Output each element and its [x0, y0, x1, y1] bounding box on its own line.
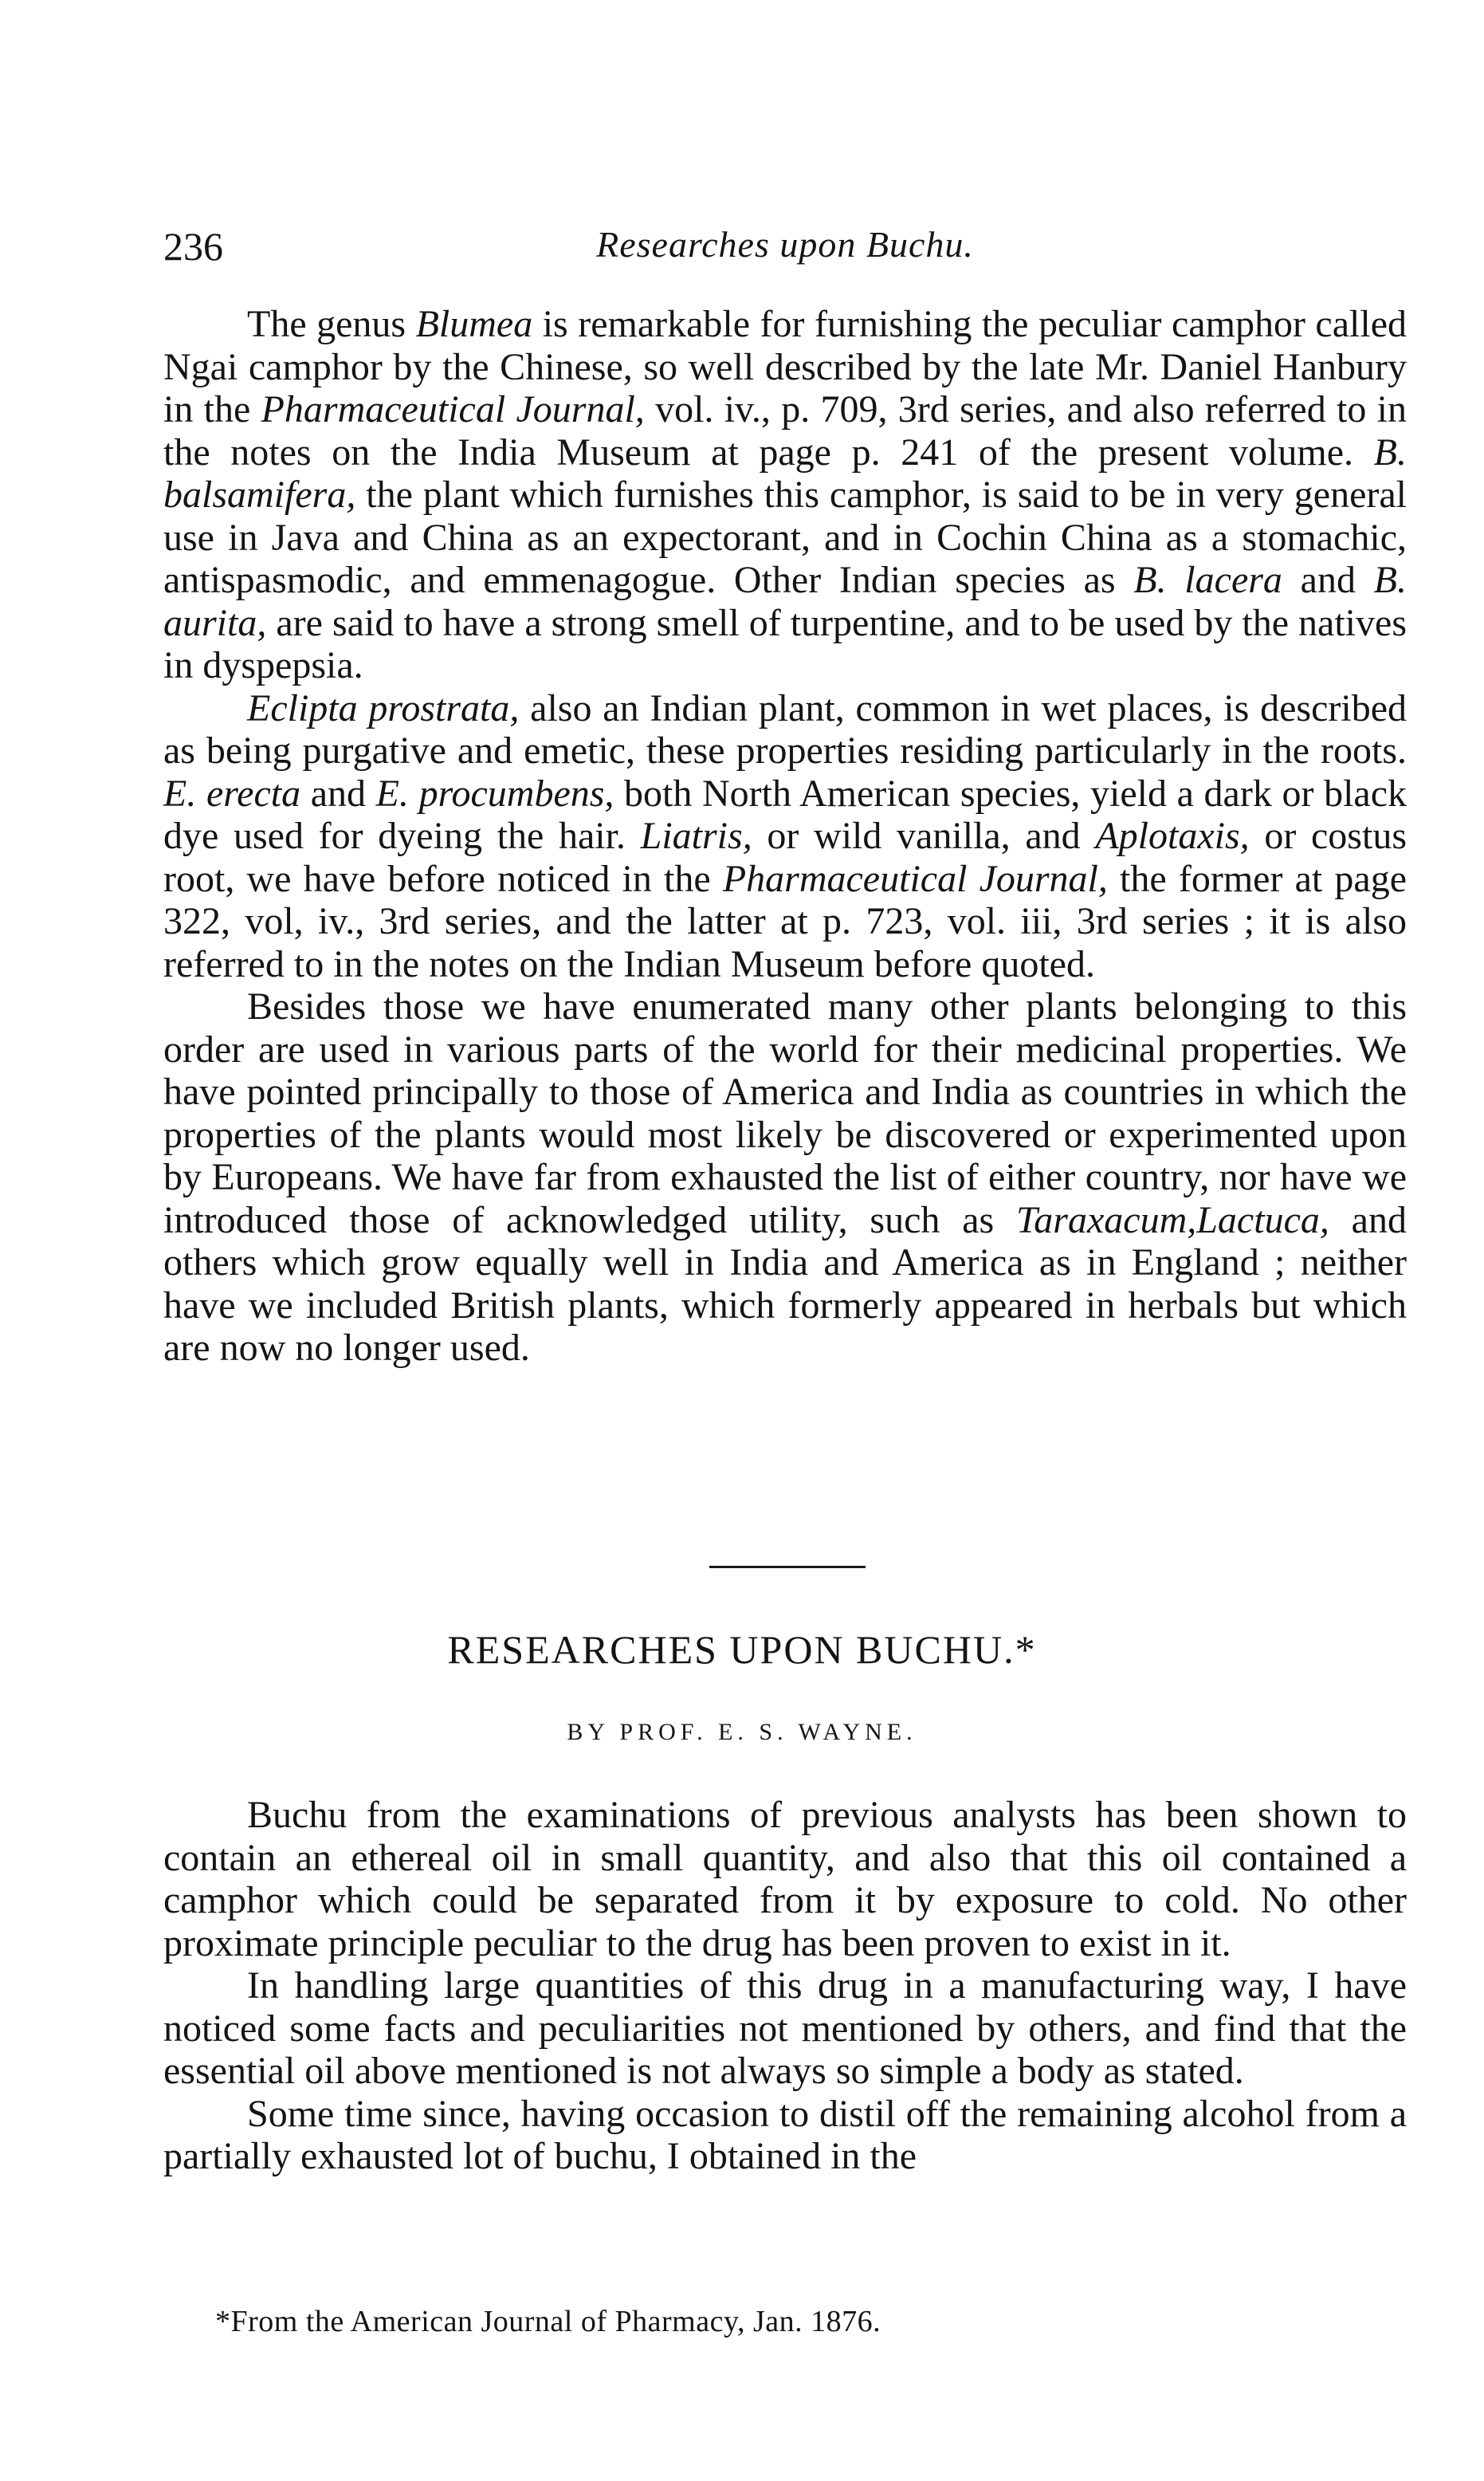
page-number: 236 — [163, 224, 223, 269]
paragraph: The genus Blumea is remarkable for furnishing the peculiar camphor called Ngai camphor by the Chinese, so well described by the late Mr. Daniel Hanbury in the Pharmaceutical Journal, vol. iv., p. 709, 3rd series, and also referred to in the notes on the India Museum at page p. 241 of the present volume. B. balsamifera, the plant which furnishes this camphor, is said to be in very general use in Java and China as an expectorant, and in Cochin China as a stomachic, antispasmodic, and emmenagogue. Other Indian species as B. lacera and B. aurita, are said to have a strong smell of turpentine, and to be used by the natives in dyspepsia. — [163, 303, 1407, 686]
footnote: *From the American Journal of Pharmacy, Jan. 1876. — [215, 2305, 881, 2338]
paragraph: Eclipta prostrata, also an Indian plant, common in wet places, is described as being purgative and emetic, these properties residing particularly in the roots. E. erecta and E. procumbens, both North American species, yield a dark or black dye used for dyeing the hair. Liatris, or wild vanilla, and Aplotaxis, or costus root, we have before noticed in the Pharmaceutical Journal, the former at page 322, vol, iv., 3rd series, and the latter at p. 723, vol. iii, 3rd series ; it is also referred to in the notes on the Indian Museum before quoted. — [163, 686, 1407, 985]
article-title: RESEARCHES UPON BUCHU.* — [447, 1627, 1037, 1672]
paragraph: In handling large quantities of this drug in a manufacturing way, I have noticed some facts and peculiarities not mentioned by others, and find that the essential oil above mentioned is not always so simple a body as stated. — [163, 1964, 1407, 2092]
paragraph: Buchu from the examinations of previous analysts has been shown to contain an ethereal oil in small quantity, and also that this oil contained a camphor which could be separated from it by exposure to cold. No other proximate principle peculiar to the drug has been proven to exist in it. — [163, 1794, 1407, 1964]
paragraph: Some time since, having occasion to distil off the remaining alcohol from a partially exhausted lot of buchu, I obtained in the — [163, 2092, 1407, 2177]
previous-article-text — [163, 303, 1407, 1370]
article-byline: BY PROF. E. S. WAYNE. — [567, 1719, 917, 1745]
paragraph: Besides those we have enumerated many other plants belonging to this order are used in various parts of the world for their medicinal properties. We have pointed principally to those of America and India as countries in which the properties of the plants would most likely be discovered or experimented upon by Europeans. We have far from exhausted the list of either country, nor have we introduced those of acknowledged utility, such as Taraxacum,Lactuca, and others which grow equally well in India and America as in England ; neither have we included British plants, which formerly appeared in herbals but which are now no longer used. — [163, 985, 1407, 1369]
article-text — [163, 1794, 1407, 2178]
section-divider — [709, 1566, 866, 1568]
page-header — [163, 223, 1407, 279]
running-title: Researches upon Buchu. — [596, 224, 974, 265]
